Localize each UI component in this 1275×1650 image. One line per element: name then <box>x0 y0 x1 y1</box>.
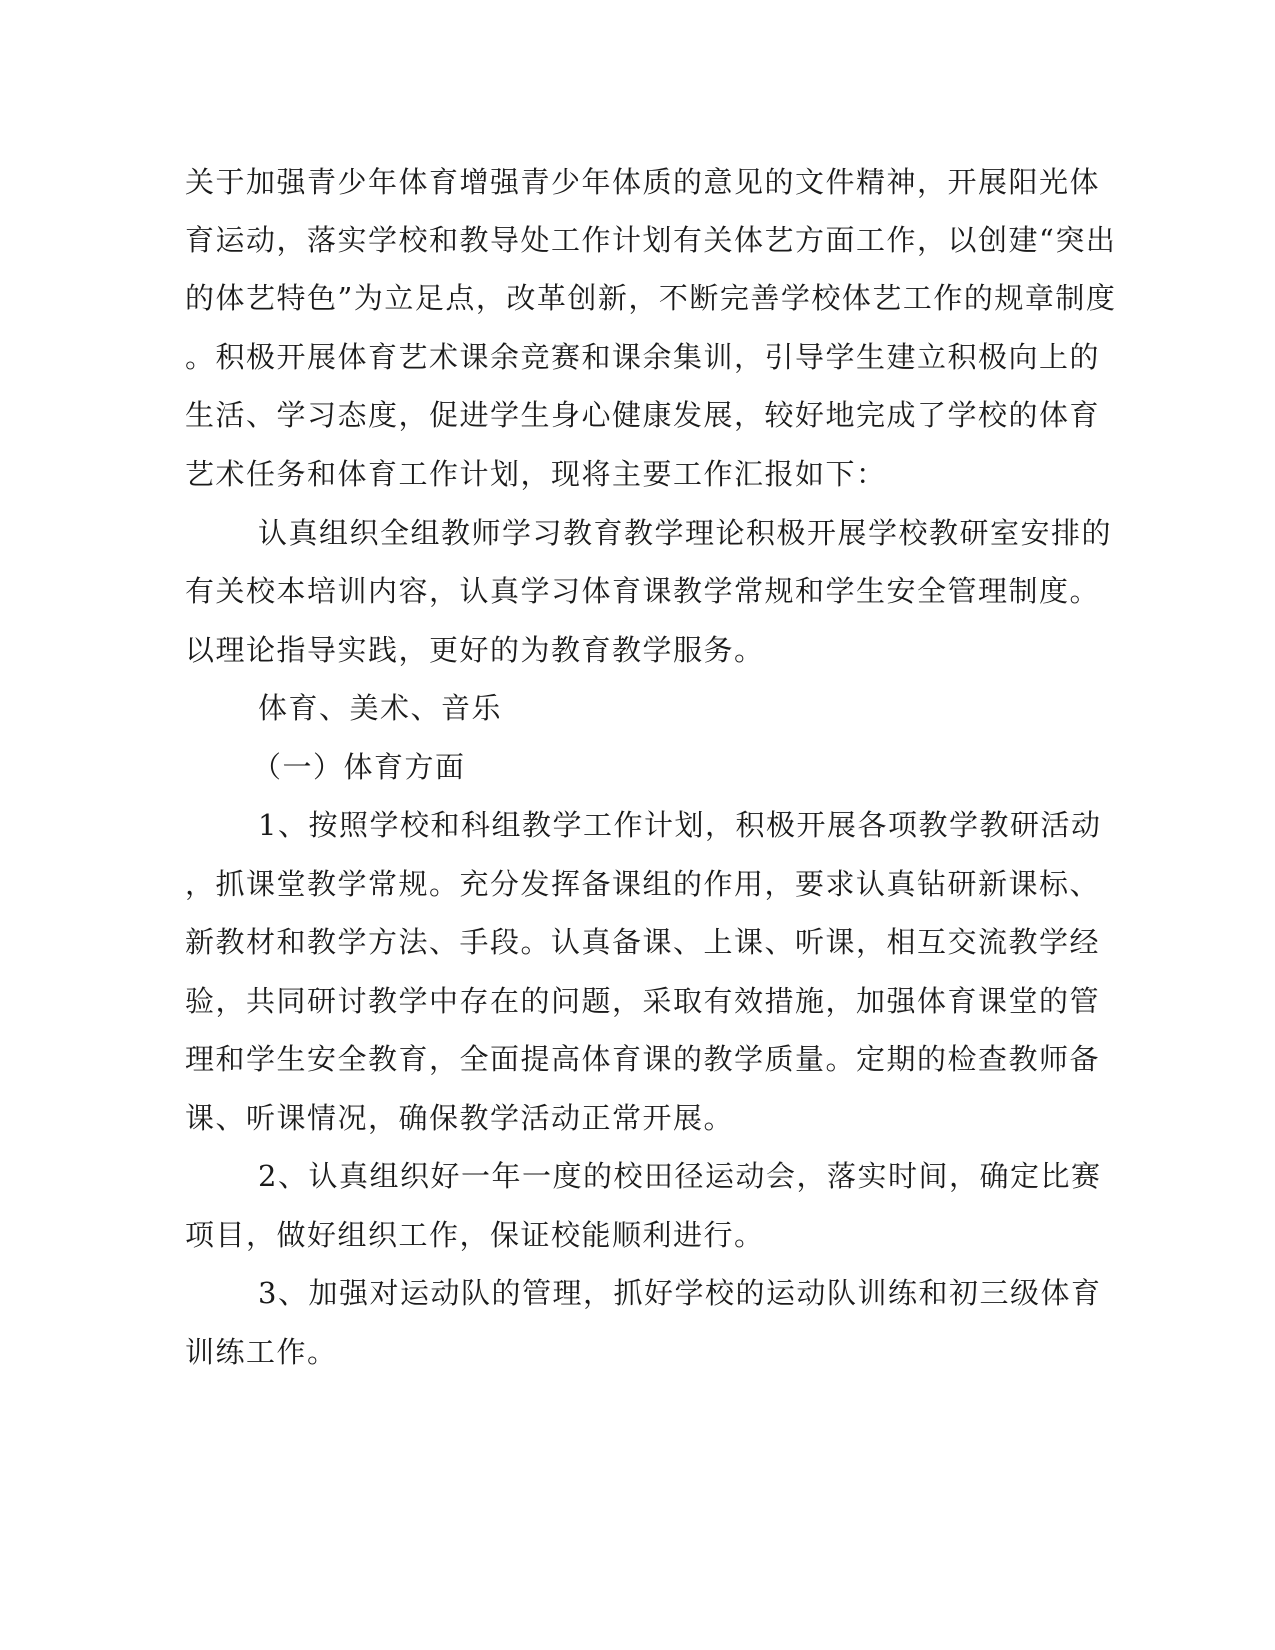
item-3-line-2: 训练工作。 <box>185 1335 338 1369</box>
paragraph-2-line-2: 有关校本培训内容，认真学习体育课教学常规和学生安全管理制度。 <box>185 574 1101 608</box>
item-1-line-3: 新教材和教学方法、手段。认真备课、上课、听课，相互交流教学经 <box>185 925 1101 959</box>
paragraph-2-line-3: 以理论指导实践，更好的为教育教学服务。 <box>185 633 765 667</box>
item-2-line-1: 2、认真组织好一年一度的校田径运动会，落实时间，确定比赛 <box>258 1159 1102 1193</box>
item-1-line-6: 课、听课情况，确保教学活动正常开展。 <box>185 1101 735 1135</box>
paragraph-1-line-2: 育运动，落实学校和教导处工作计划有关体艺方面工作，以创建“突出 <box>185 223 1117 257</box>
item-1-line-1: 1、按照学校和科组教学工作计划，积极开展各项教学教研活动 <box>258 808 1102 842</box>
item-1-line-4: 验，共同研讨教学中存在的问题，采取有效措施，加强体育课堂的管 <box>185 984 1101 1018</box>
paragraph-1-line-5: 生活、学习态度，促进学生身心健康发展，较好地完成了学校的体育 <box>185 398 1101 432</box>
paragraph-1-line-6: 艺术任务和体育工作计划，现将主要工作汇报如下： <box>185 457 887 491</box>
item-3-line-1: 3、加强对运动队的管理，抓好学校的运动队训练和初三级体育 <box>258 1276 1102 1310</box>
item-1-line-5: 理和学生安全教育，全面提高体育课的教学质量。定期的检查教师备 <box>185 1042 1101 1076</box>
paragraph-1-line-1: 关于加强青少年体育增强青少年体质的意见的文件精神，开展阳光体 <box>185 165 1101 199</box>
item-2-line-2: 项目，做好组织工作，保证校能顺利进行。 <box>185 1218 765 1252</box>
paragraph-1-line-3: 的体艺特色”为立足点，改革创新，不断完善学校体艺工作的规章制度 <box>185 281 1117 315</box>
item-1-line-2: ，抓课堂教学常规。充分发挥备课组的作用，要求认真钻研新课标、 <box>185 867 1101 901</box>
paragraph-2-line-1: 认真组织全组教师学习教育教学理论积极开展学校教研室安排的 <box>258 516 1113 550</box>
paragraph-1-line-4: 。积极开展体育艺术课余竞赛和课余集训，引导学生建立积极向上的 <box>185 340 1101 374</box>
section-heading-sports: （一）体育方面 <box>252 750 466 784</box>
section-heading-subjects: 体育、美术、音乐 <box>258 691 503 725</box>
